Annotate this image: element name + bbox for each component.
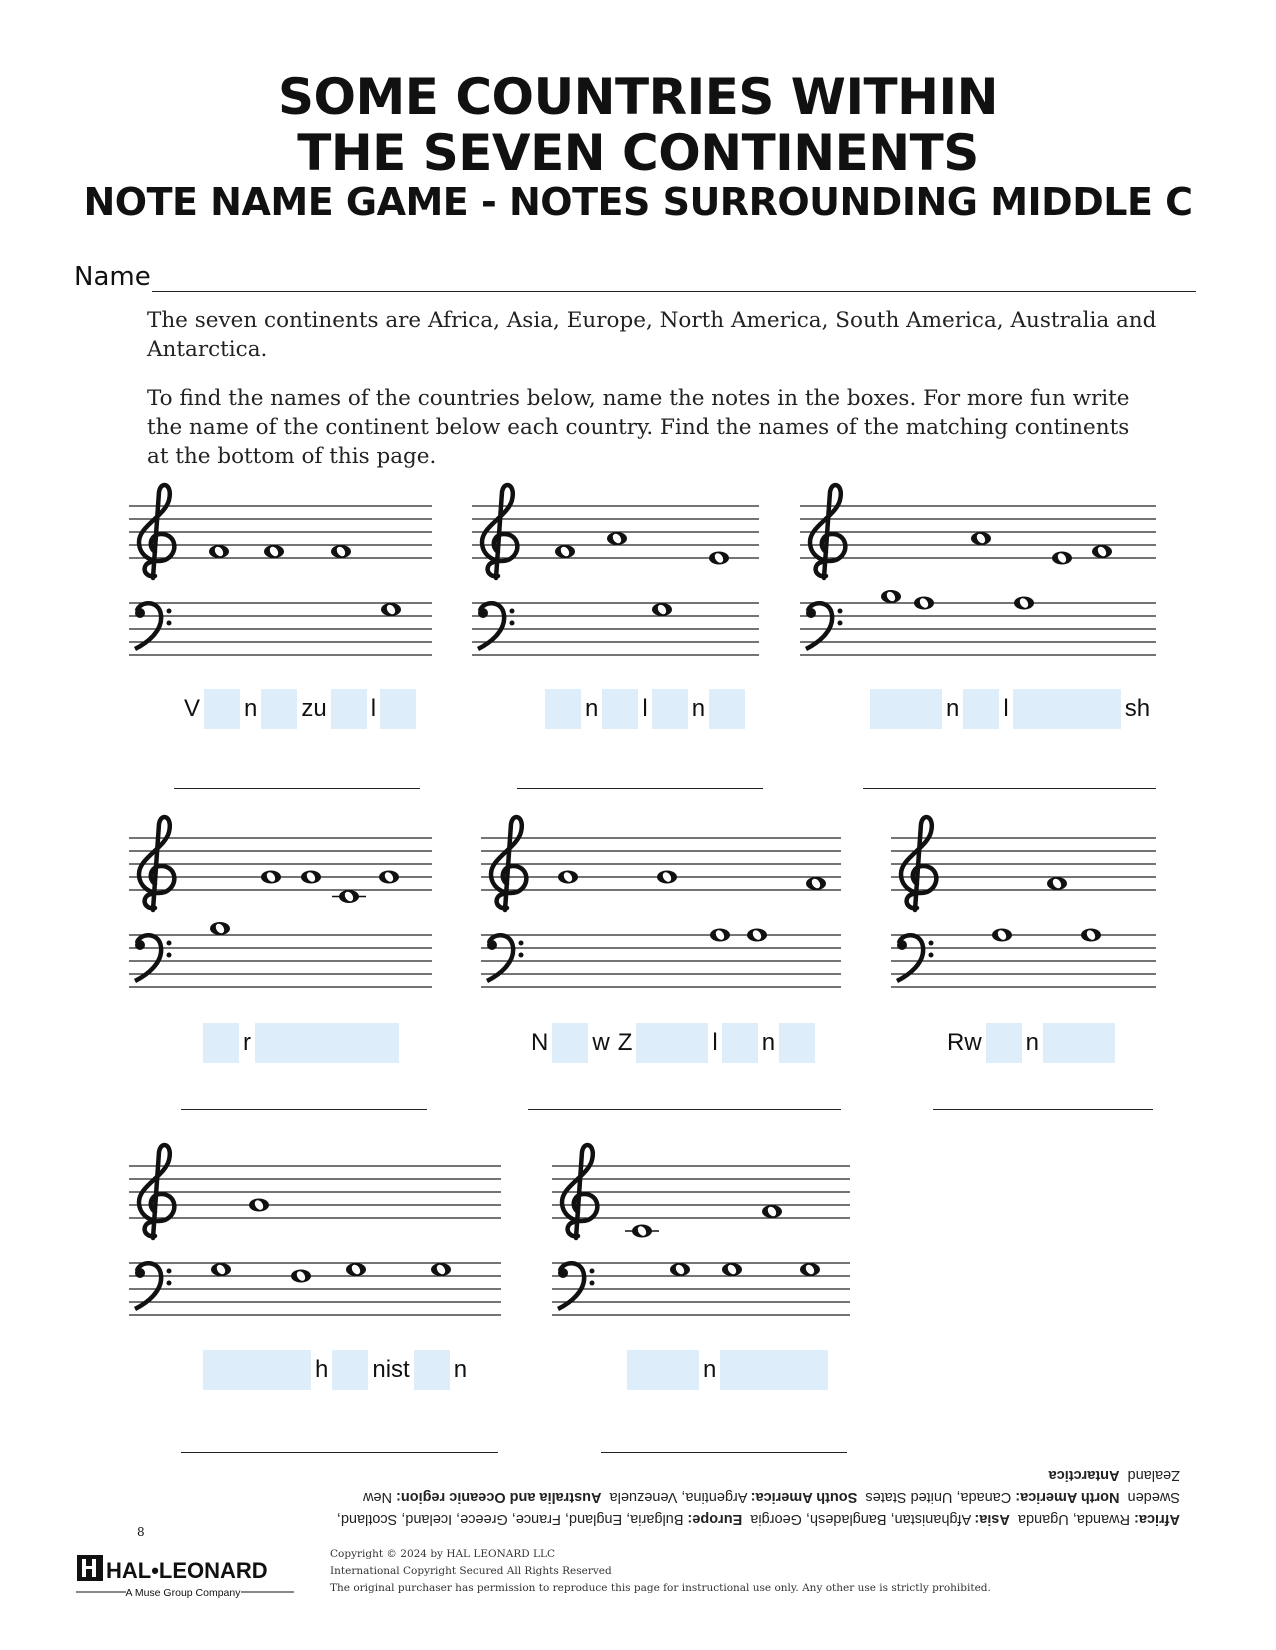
europe-label: Europe: [687, 1511, 743, 1527]
continent-answer-line-2[interactable] [517, 788, 763, 789]
copyright-line: Copyright © 2024 by HAL LEONARD LLC [330, 1548, 556, 1560]
north-america-countries: Canada, United States [865, 1489, 1012, 1505]
note-answer-box[interactable] [363, 1023, 399, 1063]
given-letters: n [453, 1356, 468, 1383]
whole-note [381, 603, 401, 616]
whole-note [992, 929, 1012, 942]
grand-staff-exercise-2 [472, 466, 759, 666]
answer-key-line-1 [200, 1508, 1180, 1530]
south-america-countries: Argentina, Venezuela [609, 1489, 748, 1505]
continent-answer-line-1[interactable] [174, 788, 420, 789]
whole-note [1014, 597, 1034, 610]
answer-key-line-3 [200, 1464, 1180, 1486]
africa-countries: Rwanda, Uganda [1017, 1511, 1131, 1527]
country-word-puzzle-5 [527, 1023, 815, 1063]
given-letters: V [184, 695, 201, 722]
given-letters: l [1003, 695, 1009, 722]
note-answer-box[interactable] [291, 1023, 327, 1063]
note-answer-box[interactable] [545, 689, 581, 729]
note-answer-box[interactable] [652, 689, 688, 729]
grand-staff-exercise-3 [800, 466, 1156, 666]
instructions-paragraph: To find the names of the countries below, name the notes in the boxes. For more fun write the name of the continent below each country. Find the names of the matching continents at the bottom of this page. [147, 386, 1130, 469]
whole-note [806, 877, 826, 890]
whole-note [709, 552, 729, 565]
title-line-2: THE SEVEN CONTINENTS [297, 124, 979, 182]
whole-note [670, 1263, 690, 1276]
whole-note [264, 545, 284, 558]
grand-staff-exercise-6 [891, 798, 1156, 998]
note-answer-box[interactable] [1043, 1023, 1079, 1063]
whole-note [339, 890, 359, 903]
whole-note [607, 532, 627, 545]
given-letters: N [531, 1029, 549, 1056]
note-answer-box[interactable] [906, 689, 942, 729]
whole-note [431, 1263, 451, 1276]
country-word-puzzle-7 [203, 1350, 471, 1390]
note-answer-box[interactable] [331, 689, 367, 729]
north-america-label: North America: [1015, 1489, 1120, 1505]
note-answer-box[interactable] [722, 1023, 758, 1063]
asia-label: Asia: [974, 1511, 1010, 1527]
africa-label: Africa: [1134, 1511, 1180, 1527]
continent-answer-line-5[interactable] [528, 1109, 841, 1110]
subtitle: NOTE NAME GAME - NOTES SURROUNDING MIDDLE C [83, 180, 1193, 224]
name-field-line[interactable] [152, 291, 1196, 292]
whole-note [800, 1263, 820, 1276]
whole-note [914, 597, 934, 610]
europe-countries: Bulgaria, England, France, Greece, Iceland, Scotland, [336, 1511, 684, 1527]
note-answer-box[interactable] [720, 1350, 756, 1390]
grand-staff-exercise-4 [129, 798, 432, 998]
given-letters: n [585, 695, 599, 722]
given-letters: n [761, 1029, 776, 1056]
answer-key [200, 1464, 1180, 1530]
continent-answer-line-3[interactable] [863, 788, 1156, 789]
given-letters: Rw [947, 1029, 982, 1056]
note-answer-box[interactable] [1079, 1023, 1115, 1063]
grand-staff-exercise-1 [129, 466, 432, 666]
note-answer-box[interactable] [963, 689, 999, 729]
given-letters: sh [1124, 695, 1151, 722]
given-letters: nist [372, 1356, 410, 1383]
note-answer-box[interactable] [552, 1023, 588, 1063]
note-answer-box[interactable] [261, 689, 297, 729]
note-answer-box[interactable] [204, 689, 240, 729]
note-answer-box[interactable] [602, 689, 638, 729]
whole-note [331, 545, 351, 558]
europe-countries-cont: Sweden [1127, 1489, 1180, 1505]
whole-note [971, 532, 991, 545]
antarctica-label: Antarctica [1048, 1467, 1120, 1483]
given-letters: Z [617, 1029, 633, 1056]
note-answer-box[interactable] [380, 689, 416, 729]
note-answer-box[interactable] [792, 1350, 828, 1390]
whole-note [632, 1225, 652, 1238]
whole-note [210, 922, 230, 935]
answer-key-line-2 [200, 1486, 1180, 1508]
south-america-label: South America: [750, 1489, 858, 1505]
whole-note [1081, 929, 1101, 942]
whole-note [762, 1205, 782, 1218]
given-letters: n [691, 695, 706, 722]
note-answer-box[interactable] [203, 1023, 239, 1063]
given-letters: l [642, 695, 648, 722]
note-answer-box[interactable] [709, 689, 745, 729]
whole-note [657, 871, 677, 884]
whole-note [211, 1263, 231, 1276]
whole-note [747, 929, 767, 942]
whole-note [379, 871, 399, 884]
note-answer-box[interactable] [255, 1023, 291, 1063]
note-answer-box[interactable] [332, 1350, 368, 1390]
whole-note [558, 871, 578, 884]
grand-staff-exercise-7 [129, 1126, 501, 1326]
given-letters: n [1025, 1029, 1040, 1056]
continent-answer-line-8[interactable] [601, 1452, 847, 1453]
whole-note [555, 545, 575, 558]
whole-note [261, 871, 281, 884]
given-letters: zu [301, 695, 327, 722]
grand-staff-exercise-5 [481, 798, 841, 998]
given-letters: l [712, 1029, 718, 1056]
whole-note [291, 1270, 311, 1283]
intro-paragraph: The seven continents are Africa, Asia, Europe, North America, South America, Australia and Antarctica. [147, 308, 1157, 362]
logo-wordmark: HAL•LEONARD [106, 1558, 268, 1583]
country-word-puzzle-8 [627, 1350, 828, 1390]
whole-note [710, 929, 730, 942]
grand-staff-exercise-8 [552, 1126, 850, 1326]
page-number: 8 [137, 1525, 145, 1539]
note-answer-box[interactable] [779, 1023, 815, 1063]
name-label: Name [74, 262, 151, 292]
whole-note [1052, 552, 1072, 565]
note-answer-box[interactable] [672, 1023, 708, 1063]
country-word-puzzle-4 [203, 1023, 399, 1063]
country-word-puzzle-3 [870, 689, 1154, 729]
whole-note [652, 603, 672, 616]
title-line-1: SOME COUNTRIES WITHIN [278, 68, 998, 126]
australia-label: Australia and Oceanic region: [396, 1489, 602, 1505]
note-answer-box[interactable] [1049, 689, 1085, 729]
whole-note [346, 1263, 366, 1276]
continent-answer-line-7[interactable] [181, 1452, 498, 1453]
given-letters: l [370, 695, 377, 722]
note-answer-box[interactable] [327, 1023, 363, 1063]
note-answer-box[interactable] [636, 1023, 672, 1063]
hal-leonard-logo [76, 1549, 306, 1605]
whole-note [722, 1263, 742, 1276]
continent-answer-line-6[interactable] [933, 1109, 1153, 1110]
australia-countries-cont: Zealand [1127, 1467, 1180, 1483]
given-letters: n [946, 695, 960, 722]
note-answer-box[interactable] [203, 1350, 239, 1390]
given-letters: n [244, 695, 258, 722]
whole-note [881, 590, 901, 603]
rights-line: International Copyright Secured All Rights Reserved [330, 1565, 612, 1577]
note-answer-box[interactable] [756, 1350, 792, 1390]
asia-countries: Afghanistan, Bangladesh, Georgia [750, 1511, 972, 1527]
given-letters: n [703, 1356, 717, 1383]
note-answer-box[interactable] [627, 1350, 663, 1390]
note-answer-box[interactable] [1013, 689, 1049, 729]
note-answer-box[interactable] [986, 1023, 1022, 1063]
country-word-puzzle-6 [943, 1023, 1115, 1063]
note-answer-box[interactable] [1085, 689, 1121, 729]
continent-answer-line-4[interactable] [181, 1109, 427, 1110]
australia-countries: New [363, 1489, 393, 1505]
whole-note [1092, 545, 1112, 558]
given-letters: r [243, 1029, 251, 1056]
whole-note [301, 871, 321, 884]
note-answer-box[interactable] [275, 1350, 311, 1390]
note-answer-box[interactable] [663, 1350, 699, 1390]
permission-line: The original purchaser has permission to reproduce this page for instructional use only. Any other use is strictly prohibited. [330, 1582, 991, 1594]
country-word-puzzle-1 [180, 689, 416, 729]
logo-tagline: A Muse Group Company [125, 1587, 241, 1599]
note-answer-box[interactable] [870, 689, 906, 729]
country-word-puzzle-2 [545, 689, 745, 729]
note-answer-box[interactable] [414, 1350, 450, 1390]
whole-note [249, 1199, 269, 1212]
whole-note [209, 545, 229, 558]
given-letters: h [315, 1356, 329, 1383]
note-answer-box[interactable] [239, 1350, 275, 1390]
given-letters: w [592, 1029, 610, 1056]
whole-note [1047, 877, 1067, 890]
